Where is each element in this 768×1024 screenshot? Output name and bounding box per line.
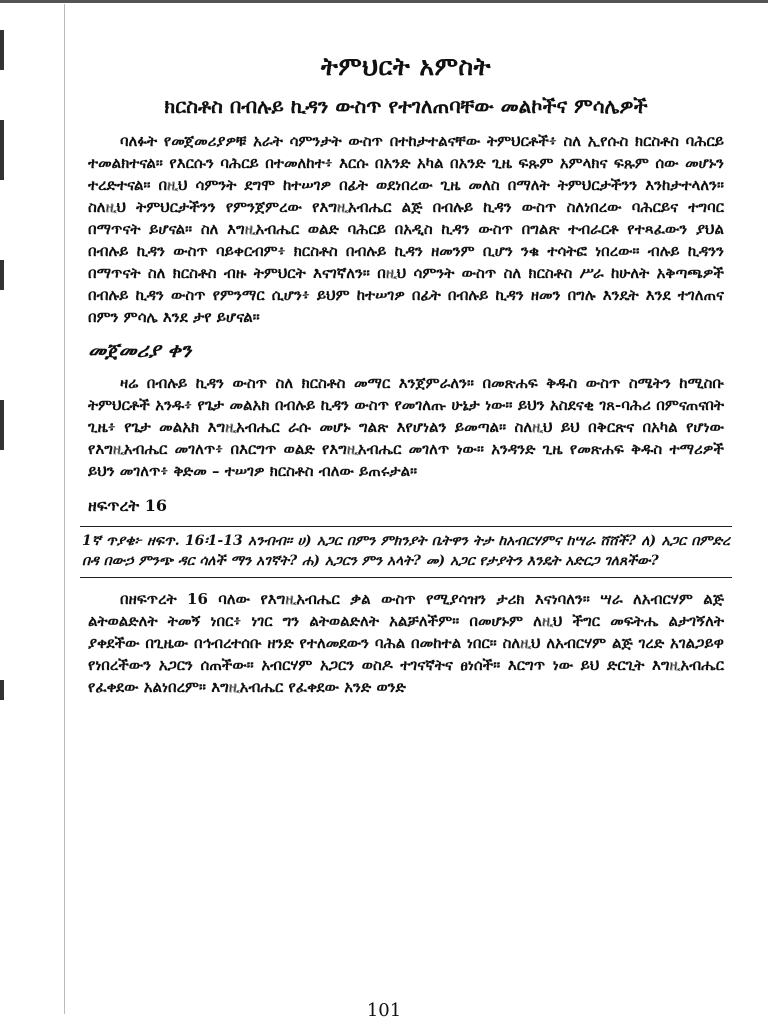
document-page	[82, 52, 730, 698]
section-heading: መጀመሪያ ቀን	[88, 338, 192, 362]
page-number: 101	[366, 1000, 402, 1021]
section-paragraph: ዛሬ በብሉይ ኪዳን ውስጥ ስለ ክርስቶስ መማር እንጀምራለን። በመጽሐፍ ቅዱስ ውስጥ ስሜትን ከሚስቡ ትምህርቶች አንዱ፥ የጌታ መልአክ በብሉይ ኪዳን ውስጥ የመገለጡ ሁኔታ ነው። ይህን አስደናቂ ገጸ-ባሕሪ በምናጠናበት ጊዜ፥ የጌታ መልአክ እግዚአብሔር ራሱ መሆኑ ግልጽ እየሆነልን ይመጣል። ስለዚህ ይህ በቅርጽና በአካል የሆነው የእግዚአብሔር መገለጥ፥ በእርግጥ ወልድ የእግዚአብሔር መገለጥ ነው። አንዳንድ ጊዜ የመጽሐፍ ቅዱስ ተማሪዎች ይህን መገለጥ፥ ቅድመ – ተሠገዎ ክርስቶስ ብለው ይጠሩታል።	[88, 374, 724, 480]
lesson-title: ትምህርት አምስት	[321, 52, 491, 81]
page-top-border	[0, 0, 768, 3]
scripture-reference: ዘፍጥረት 16	[88, 496, 168, 515]
scan-edge-mark	[0, 30, 4, 70]
binding-gutter-line	[64, 4, 65, 1014]
scan-edge-mark	[0, 680, 4, 700]
intro-paragraph: ባለፉት የመጀመሪያዎቹ አራት ሳምንታት ውስጥ በተከታተልናቸው ትምህርቶች፥ ስለ ኢየሱስ ክርስቶስ ባሕርይ ተመልክተናል። የእርሱን ባሕርይ በተመለከተ፥ እርሱ በአንድ አካል በአንድ ጊዜ ፍጹም አምላክና ፍጹም ሰው መሆኑን ተረድተናል። በዚህ ሳምንት ደግሞ ከተሠገዎ በፊት ወደነበረው ጊዜ መለስ በማለት ትምህርታችንን እንከታተላለን። ስለዚህ ትምህርታችንን የምንጀምረው የእግዚአብሔር ልጅ በብሉይ ኪዳን ውስጥ ስለነበረው ባሕርይና ተግባር በማጥናት ይሆናል። ስለ እግዚአብሔር ወልድ ባሕርይ በአዲስ ኪዳን ውስጥ በግልጽ ተብራርቶ የተጻፈውን ያህል በብሉይ ኪዳን ውስጥ ባይቀርብም፥ ክርስቶስ በብሉይ ኪዳን ዘመንም ቢሆን ንቁ ተሳትፎ ነበረው። ብሉይ ኪዳንን በማጥናት ስለ ክርስቶስ ብዙ ትምህርት እናገኛለን። በዚህ ሳምንት ውስጥ ስለ ክርስቶስ ሥራ ከሁለት አቅጣጫዎች በብሉይ ኪዳን ውስጥ የምንማር ሲሆን፥ ይህም ከተሠገዎ በፊት በብሉይ ኪዳን ዘመን በግሉ እንዴት እንደ ተገለጠና በምን ምሳሌ እንደ ታየ ይሆናል።	[88, 132, 724, 326]
closing-paragraph: በዘፍጥረት 16 ባለው የእግዚአብሔር ቃል ውስጥ የሚያሳዝን ታሪክ እናነባለን። ሣራ ለአብርሃም ልጅ ልትወልድለት ትመኝ ነበር፥ ነገር ግን ልትወልድለት አልቻለችም። በመሆኑም ለዚህ ችግር መፍትሔ ልታገኝለት ያቀደችው በጊዜው በኅብረተሰቡ ዘንድ የተለመደውን ባሕል በመከተል ነበር። ስለዚህ ለአብርሃም ልጅ ገረድ አገልጋይዋ የነበረችውን አጋርን ሰጠችው። አብርሃም አጋርን ወስዶ ተገናኛትና ፀነሰች። እርግጥ ነው ይህ ድርጊት እግዚአብሔር የፈቀደው አልነበረም። እግዚአብሔር የፈቀደው አንድ ወንድ	[88, 590, 724, 696]
lesson-subtitle: ክርስቶስ በብሉይ ኪዳን ውስጥ የተገለጠባቸው መልኮችና ምሳሌዎች	[164, 94, 648, 118]
scan-edge-mark	[0, 260, 4, 290]
scan-edge-mark	[0, 400, 4, 450]
scan-edge-mark	[0, 120, 4, 180]
question-box: 1ኛ ጥያቄ፦ ዘፍጥ. 16፡1-13 አንብብ። ሀ) አጋር በምን ምክንያት ቤትዋን ትታ ከአብርሃምና ከሣራ ሸሸች? ለ) አጋር በምድረ በዳ በውኃ ምንጭ ዳር ሳለች ማን አገኛት? ሐ) አጋርን ምን አላት? መ) አጋር የታያትን እንዴት አድርጋ ገለጸችው?	[80, 526, 732, 578]
